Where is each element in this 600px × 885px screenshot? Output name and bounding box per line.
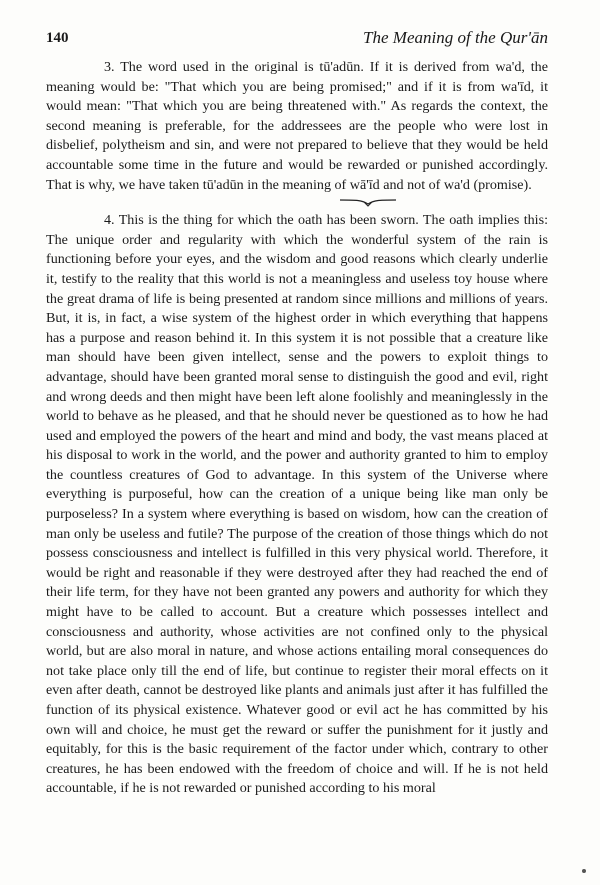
page-number: 140 <box>46 30 69 46</box>
ornament-divider-icon <box>338 197 398 207</box>
page-header <box>46 30 548 52</box>
body-text <box>46 58 548 799</box>
margin-dot-icon <box>582 869 586 873</box>
section-divider <box>46 195 548 211</box>
footnote-paragraph-3: 3. The word used in the original is tū'adūn. If it is derived from wa'd, the meaning would be: "That which you are being promised;" and if it is from wa'īd, it would mean: "That which you are being threatened with." As regards the context, the second meaning is preferable, for the addressees are the people who were lost in disbelief, polytheism and sin, and were not prepared to believe that they would be held accountable some time in the future and would be rewarded or punished accordingly. That is why, we have taken tū'adūn in the meaning of wā'īd and not of wa'd (promise). <box>46 59 548 193</box>
running-title: The Meaning of the Qur'ān <box>363 28 548 47</box>
footnote-paragraph-4: 4. This is the thing for which the oath has been sworn. The oath implies this: The unique order and regularity with which the wonderful system of the rain is functioning before your eyes, and the wisdom and good reasons which clearly underlie it, testify to the reality that this world is not a meaningless and useless toy house where the great drama of life is being presented at random since millions and millions of years. But, it is, in fact, a wise system of the highest order in which everything that happens has a purpose and reason behind it. In this system it is not possible that a creature like man should have been given intellect, sense and the powers to exploit things to advantage, should have been granted moral sense to distinguish the good and evil, right and wrong deeds and then might have been left alone foolishly and meaninglessly in the world to behave as he pleased, and that he should never be questioned as to how he had used and employed the powers of the heart and mind and body, the vast means placed at his disposal to work in the world, and the power and authority granted to him to employ the countless creatures of God to advantage. In this system of the Universe where everything is purposeful, how can the creation of a unique being like man only be purposeless? In a system where everything is based on wisdom, how can the creation of man only be useless and futile? The purpose of the creation of those things which do not possess consciousness and intellect is fulfilled in this very physical world. Therefore, it would be right and reasonable if they were destroyed after they had reached the end of their life term, for they have not been granted any powers and authority for which they might have to be called to account. But a creature which possesses intellect and consciousness and authority, whose activities are not confined only to the physical world, but are also moral in nature, and whose actions entailing moral consequences do not take place only till the end of life, but continue to register their moral effects on it even after death, cannot be destroyed like plants and animals just after it has fulfilled the function of its physical existence. Whatever good or evil act he has committed by his own will and choice, he must get the reward or suffer the punishment for it justly and equitably, for this is the basic requirement of the factor under which, contrary to other creatures, he has been endowed with the freedom of choice and will. If he is not held accountable, if he is not rewarded or punished according to his moral <box>46 212 548 797</box>
